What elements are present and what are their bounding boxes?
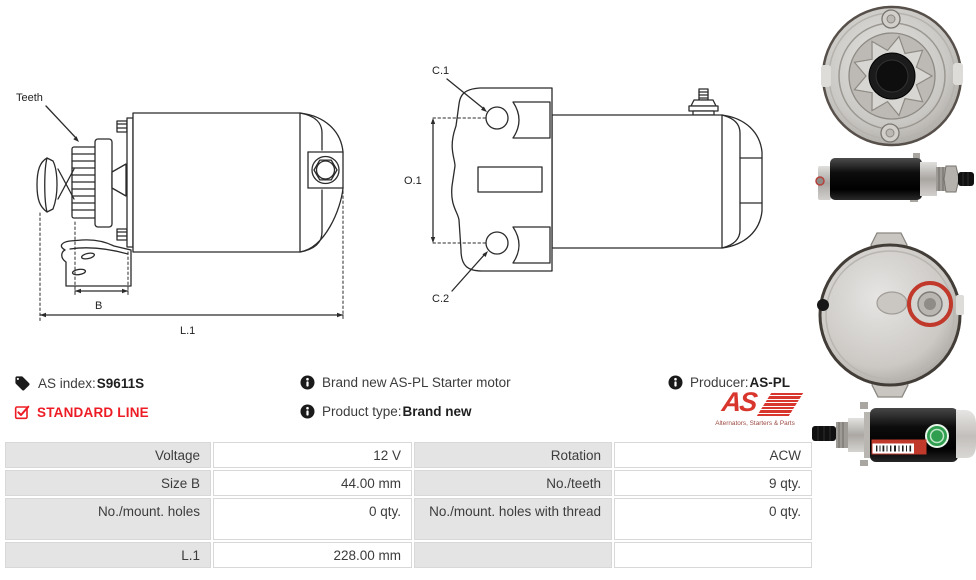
photo-front-view[interactable] (810, 4, 976, 148)
spec-label: No./mount. holes (5, 498, 211, 540)
leader-arrowhead (73, 136, 79, 142)
mount-view-diagram (400, 40, 790, 350)
tag-icon (14, 375, 31, 392)
as-index-label: AS index: (38, 376, 96, 391)
spec-label (414, 542, 612, 568)
spec-value: 44.00 mm (213, 470, 412, 496)
standard-line-row (14, 404, 149, 420)
spec-value: 12 V (213, 442, 412, 468)
spec-value: 9 qty. (614, 470, 812, 496)
side-view-diagram (0, 80, 400, 350)
photo-rear-view[interactable] (810, 207, 976, 399)
dim-b-label: B (95, 300, 103, 312)
spec-label: No./teeth (414, 470, 612, 496)
as-index-value: S9611S (96, 376, 145, 391)
spec-label: Voltage (5, 442, 211, 468)
dim-o1-label: O.1 (404, 175, 422, 187)
spec-table (5, 442, 812, 568)
product-type-value: Brand new (402, 404, 472, 419)
description-row (300, 375, 511, 390)
spec-value (614, 542, 812, 568)
as-logo-text: AS (720, 387, 758, 417)
spec-label: No./mount. holes with thread (414, 498, 612, 540)
spec-value: ACW (614, 442, 812, 468)
spec-value: 0 qty. (614, 498, 812, 540)
photo-side-view[interactable] (810, 150, 976, 204)
producer-label: Producer: (690, 375, 749, 390)
producer-value: AS-PL (749, 375, 791, 390)
dim-c1-label: C.1 (432, 65, 450, 77)
info-icon (300, 404, 315, 419)
photo-side-view-alt[interactable] (810, 398, 976, 470)
dim-l1-label: L.1 (180, 325, 196, 337)
standard-line-label: STANDARD LINE (37, 404, 149, 420)
info-icon (668, 375, 683, 390)
info-icon (300, 375, 315, 390)
checkbox-checked-icon (14, 404, 30, 420)
product-type-label: Product type: (322, 404, 402, 419)
dim-c2-label: C.2 (432, 293, 450, 305)
description-text: Brand new AS-PL Starter motor (322, 375, 511, 390)
as-logo-stripes (757, 393, 803, 416)
spec-value: 0 qty. (213, 498, 412, 540)
teeth-label: Teeth (16, 92, 43, 104)
product-type-row (300, 404, 472, 419)
spec-label: Size B (5, 470, 211, 496)
green-sticker (926, 425, 948, 447)
spec-label: Rotation (414, 442, 612, 468)
as-pl-logo (712, 387, 798, 427)
spec-value: 228.00 mm (213, 542, 412, 568)
as-logo-tagline: Alternators, Starters & Parts (715, 420, 795, 427)
as-index-row (14, 375, 144, 392)
end-cap (956, 410, 976, 458)
product-label (872, 440, 926, 454)
spec-label: L.1 (5, 542, 211, 568)
